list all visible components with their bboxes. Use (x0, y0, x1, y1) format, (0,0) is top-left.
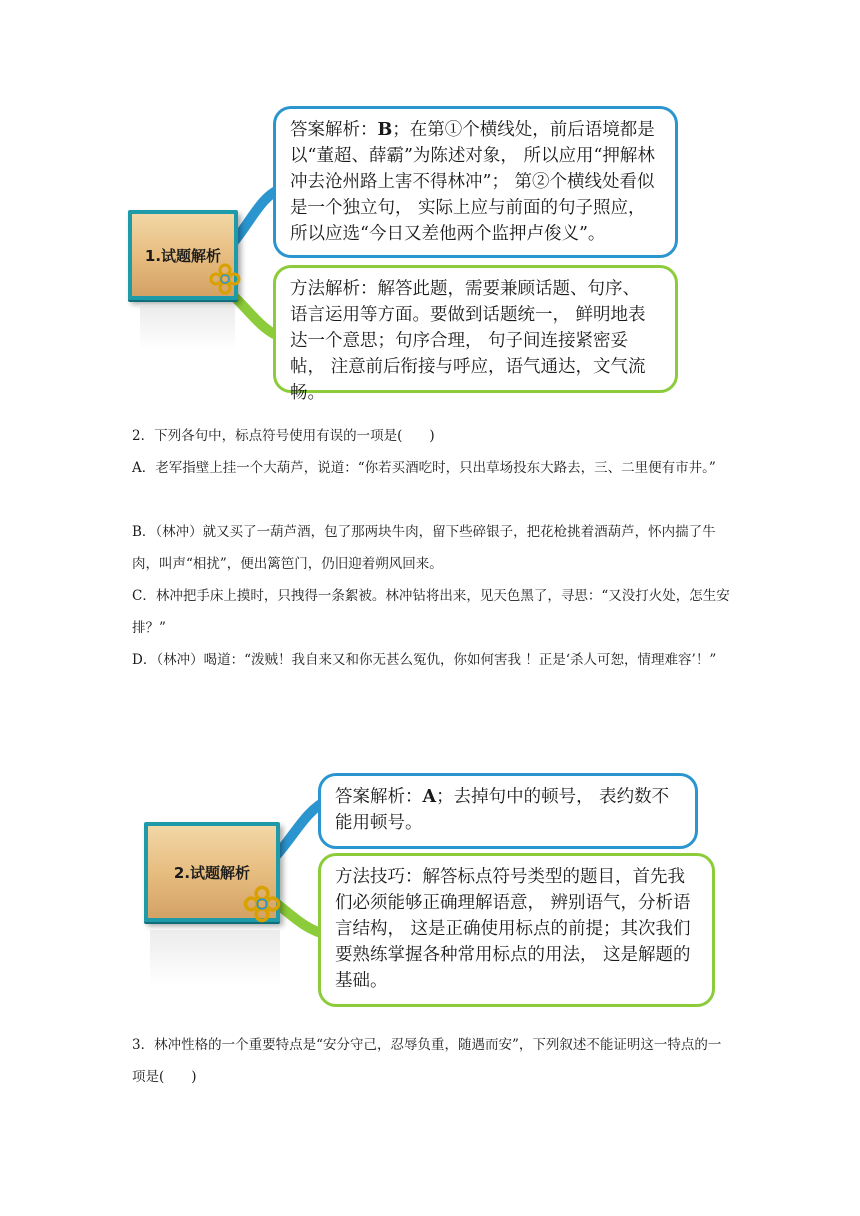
chinese-knot-icon (208, 262, 242, 296)
answer-heading: 答案解析： (290, 120, 378, 140)
chinese-knot-icon (242, 884, 282, 924)
answer-heading: 答案解析： (335, 787, 423, 807)
answer-analysis-box (318, 773, 698, 849)
method-text: 方法技巧：解答标点符号类型的题目，首先我们必须能够正确理解语意， 辨别语气，分析语言结构， 这是正确使用标点的前提；其次我们要熟练掌握各种常用标点的用法， 这是解题的基础。 (335, 867, 691, 991)
method-analysis-box (273, 265, 678, 403)
section-label: 2.试题解析 (173, 863, 251, 882)
answer-analysis-box (273, 106, 678, 258)
question-2-stem: 2．下列各句中，标点符号使用有误的一项是( ) (132, 428, 435, 444)
question-2-option-b: B．（林冲）就又买了一葫芦酒，包了那两块牛肉，留下些碎银子，把花枪挑着酒葫芦，怀内揣了牛肉，叫声“相扰”，便出篱笆门，仍旧迎着朔风回来。 (132, 524, 716, 572)
question-2-option-d: D．（林冲）喝道：“泼贼！我自来又和你无甚么冤仇，你如何害我 ！正是‘杀人可恕，情理难容’！” (132, 652, 717, 668)
answer-body: ；去掉句中的顿号， 表约数不能用顿号。 (335, 787, 670, 833)
label-reflection (150, 930, 280, 985)
answer-body: ；在第①个横线处，前后语境都是以“董超、薛霸”为陈述对象， 所以应用“押解林冲去沧州路上害不得林冲”； 第②个横线处看似是一个独立句， 实际上应与前面的句子照应， 所以应选“今日又差他两个监押卢俊义”。 (290, 120, 655, 244)
question-2-option-a: A．老军指壁上挂一个大葫芦，说道：“你若买酒吃时，只出草场投东大路去，三、二里便有市井。” (132, 460, 716, 476)
label-reflection (140, 306, 235, 350)
question-2-option-c: C．林冲把手床上摸时，只拽得一条絮被。林冲钻将出来，见天色黑了，寻思：“又没打火处，怎生安排？” (132, 588, 730, 636)
answer-letter: A (422, 787, 437, 807)
method-text: 方法解析：解答此题，需要兼顾话题、句序、 语言运用等方面。要做到话题统一， 鲜明地表达一个意思；句序合理， 句子间连接紧密妥帖， 注意前后衔接与呼应，语气通达，文气流畅。 (290, 279, 646, 403)
method-analysis-box (318, 853, 715, 1007)
question-3-stem: 3．林冲性格的一个重要特点是“安分守己，忍辱负重，随遇而安”，下列叙述不能证明这一特点的一项是( ) (132, 1037, 722, 1085)
section-label: 1.试题解析 (144, 246, 222, 265)
answer-letter: B (377, 120, 393, 140)
